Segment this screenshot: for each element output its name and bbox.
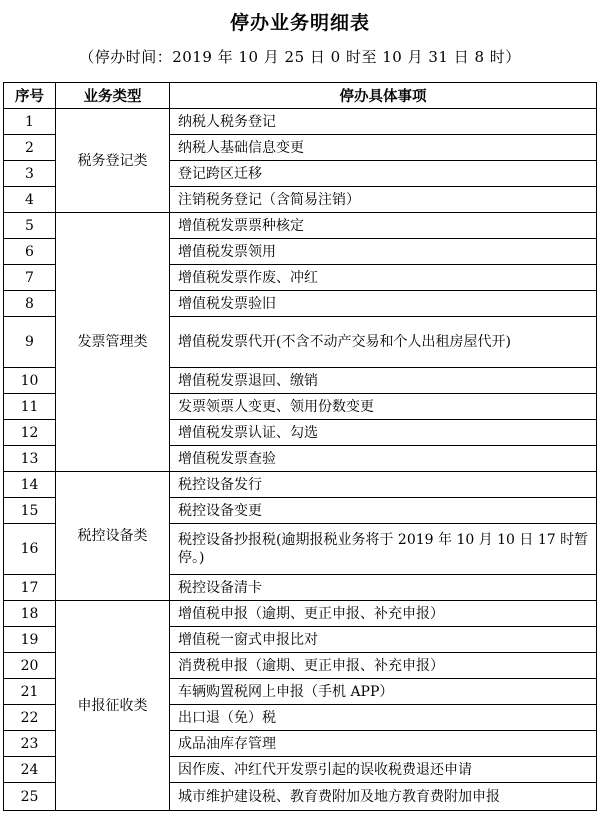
row-item: 增值税发票作废、冲红 [170, 265, 597, 291]
category-cell: 税务登记类 [56, 109, 170, 213]
row-item: 增值税发票验旧 [170, 291, 597, 317]
row-no: 13 [4, 446, 56, 472]
row-no: 8 [4, 291, 56, 317]
row-no: 18 [4, 601, 56, 627]
category-cell: 发票管理类 [56, 213, 170, 472]
category-cell: 申报征收类 [56, 601, 170, 811]
row-item: 车辆购置税网上申报（手机 APP） [170, 679, 597, 705]
table-row [4, 601, 597, 627]
row-item: 纳税人基础信息变更 [170, 135, 597, 161]
row-item: 因作废、冲红代开发票引起的误收税费退还申请 [170, 757, 597, 783]
row-item: 税控设备抄报税(逾期报税业务将于 2019 年 10 月 10 日 17 时暂停。) [170, 524, 597, 575]
page-title: 停办业务明细表 [229, 12, 370, 34]
row-item: 出口退（免）税 [170, 705, 597, 731]
table-row [4, 472, 597, 498]
row-no: 5 [4, 213, 56, 239]
row-item: 增值税申报（逾期、更正申报、补充申报） [170, 601, 597, 627]
row-item: 税控设备清卡 [170, 575, 597, 601]
row-item: 税控设备发行 [170, 472, 597, 498]
row-item: 增值税发票票种核定 [170, 213, 597, 239]
table-header-row [4, 83, 597, 109]
row-no: 11 [4, 394, 56, 420]
row-no: 2 [4, 135, 56, 161]
row-no: 24 [4, 757, 56, 783]
row-no: 12 [4, 420, 56, 446]
row-no: 10 [4, 368, 56, 394]
row-no: 4 [4, 187, 56, 213]
row-item: 成品油库存管理 [170, 731, 597, 757]
row-item: 登记跨区迁移 [170, 161, 597, 187]
row-item: 增值税发票认证、勾选 [170, 420, 597, 446]
row-no: 14 [4, 472, 56, 498]
row-item: 增值税发票查验 [170, 446, 597, 472]
row-no: 23 [4, 731, 56, 757]
business-table [3, 82, 597, 811]
table-row [4, 213, 597, 239]
row-item: 纳税人税务登记 [170, 109, 597, 135]
row-item: 注销税务登记（含简易注销） [170, 187, 597, 213]
row-no: 9 [4, 317, 56, 368]
row-no: 3 [4, 161, 56, 187]
row-no: 25 [4, 783, 56, 811]
row-no: 22 [4, 705, 56, 731]
page-subtitle: （停办时间：2019 年 10 月 25 日 0 时至 10 月 31 日 8 时） [79, 48, 521, 66]
header-no: 序号 [4, 83, 56, 109]
header-type: 业务类型 [56, 83, 170, 109]
row-no: 15 [4, 498, 56, 524]
row-item: 增值税一窗式申报比对 [170, 627, 597, 653]
row-no: 17 [4, 575, 56, 601]
row-no: 19 [4, 627, 56, 653]
row-item: 税控设备变更 [170, 498, 597, 524]
table-row [4, 109, 597, 135]
header-item: 停办具体事项 [170, 83, 597, 109]
row-no: 20 [4, 653, 56, 679]
row-item: 城市维护建设税、教育费附加及地方教育费附加申报 [170, 783, 597, 811]
row-item: 增值税发票领用 [170, 239, 597, 265]
row-no: 1 [4, 109, 56, 135]
row-item: 增值税发票退回、缴销 [170, 368, 597, 394]
row-no: 16 [4, 524, 56, 575]
row-item: 增值税发票代开(不含不动产交易和个人出租房屋代开) [170, 317, 597, 368]
category-cell: 税控设备类 [56, 472, 170, 601]
row-no: 7 [4, 265, 56, 291]
row-no: 21 [4, 679, 56, 705]
row-no: 6 [4, 239, 56, 265]
row-item: 发票领票人变更、领用份数变更 [170, 394, 597, 420]
row-item: 消费税申报（逾期、更正申报、补充申报） [170, 653, 597, 679]
